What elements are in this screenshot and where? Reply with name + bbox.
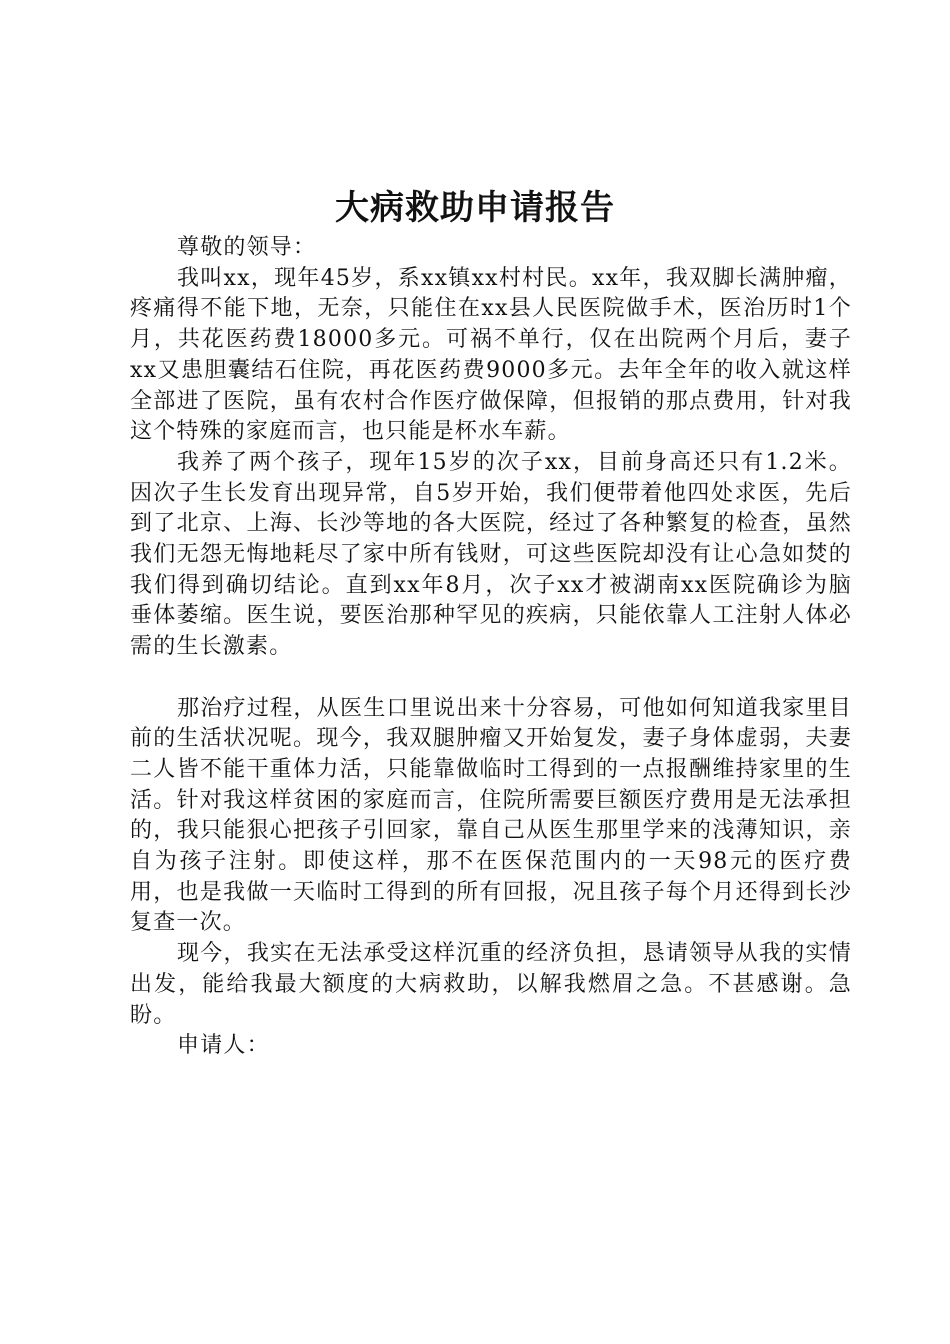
paragraph-3: 那治疗过程，从医生口里说出来十分容易，可他如何知道我家里目前的生活状况呢。现今，我双腿肿瘤又开始复发，妻子身体虚弱，夫妻二人皆不能干重体力活，只能靠做临时工得到的一点报酬维持家里的生活。针对我这样贫困的家庭而言，住院所需要巨额医疗费用是无法承担的，我只能狠心把孩子引回家，靠自己从医生那里学来的浅薄知识，亲自为孩子注射。即使这样，那不在医保范围内的一天98元的医疗费用，也是我做一天临时工得到的所有回报，况且孩子每个月还得到长沙复查一次。 [130, 695, 852, 936]
signature-line: 申请人： [177, 1033, 270, 1059]
salutation: 尊敬的领导： [177, 235, 317, 260]
document-body [130, 233, 852, 1062]
paragraph-4: 现今，我实在无法承受这样沉重的经济负担，恳请领导从我的实情出发，能给我最大额度的大病救助，以解我燃眉之急。不甚感谢。急盼。 [130, 941, 852, 1028]
paragraph-1: 我叫xx，现年45岁，系xx镇xx村村民。xx年，我双脚长满肿瘤，疼痛得不能下地，无奈，只能住在xx县人民医院做手术，医治历时1个月，共花医药费18000多元。可祸不单行，仅在出院两个月后，妻子xx又患胆囊结石住院，再花医药费9000多元。去年全年的收入就这样全部进了医院，虽有农村合作医疗做保障，但报销的那点费用，针对我这个特殊的家庭而言，也只能是杯水车薪。 [130, 265, 852, 445]
paragraph-2: 我养了两个孩子，现年15岁的次子xx，目前身高还只有1.2米。因次子生长发育出现异常，自5岁开始，我们便带着他四处求医，先后到了北京、上海、长沙等地的各大医院，经过了各种繁复的检查，虽然我们无怨无悔地耗尽了家中所有钱财，可这些医院却没有让心急如焚的我们得到确切结论。直到xx年8月，次子xx才被湖南xx医院确诊为脑垂体萎缩。医生说，要医治那种罕见的疾病，只能依靠人工注射人体必需的生长激素。 [130, 449, 852, 660]
document-title: 大病救助申请报告 [335, 188, 615, 228]
